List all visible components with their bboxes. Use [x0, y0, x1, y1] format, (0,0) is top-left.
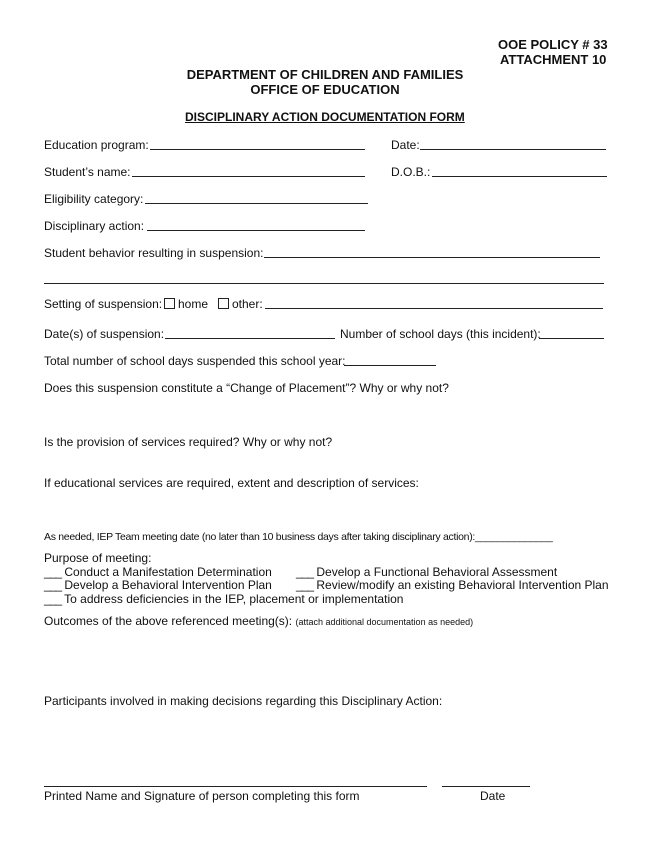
- signature-line[interactable]: [44, 786, 427, 787]
- purpose-blank[interactable]: ___: [44, 592, 62, 606]
- purpose-option-label: To address deficiencies in the IEP, placement or implementation: [64, 592, 404, 606]
- number-of-days-label: Number of school days (this incident):: [340, 327, 541, 341]
- outcomes-label: [44, 614, 473, 628]
- services-description-question: If educational services are required, extent and description of services:: [44, 476, 419, 490]
- date-label: Date:: [391, 138, 420, 152]
- outcomes-note: (attach additional documentation as needed): [295, 617, 474, 627]
- dob-field[interactable]: [432, 176, 607, 177]
- setting-label: Setting of suspension:: [44, 297, 163, 311]
- signature-date-line[interactable]: [442, 786, 530, 787]
- behavior-field-line2[interactable]: [44, 283, 604, 284]
- purpose-option-deficiencies: [44, 592, 403, 606]
- purpose-blank[interactable]: ___: [296, 565, 314, 579]
- purpose-blank[interactable]: ___: [296, 578, 314, 592]
- total-days-label: Total number of school days suspended this school year:: [44, 354, 346, 368]
- signature-date-label: Date: [480, 789, 506, 803]
- attachment-number: ATTACHMENT 10: [500, 52, 607, 67]
- education-program-label: Education program:: [44, 138, 149, 152]
- disciplinary-action-label: Disciplinary action:: [44, 219, 145, 233]
- disciplinary-action-field[interactable]: [147, 230, 365, 231]
- other-option-label: other:: [232, 297, 263, 311]
- dates-of-suspension-label: Date(s) of suspension:: [44, 327, 165, 341]
- dates-of-suspension-field[interactable]: [165, 338, 335, 339]
- behavior-label: Student behavior resulting in suspension:: [44, 246, 264, 260]
- participants-label: Participants involved in making decisions regarding this Disciplinary Action:: [44, 694, 443, 708]
- outcomes-label-text: Outcomes of the above referenced meeting(s):: [44, 614, 293, 628]
- eligibility-category-label: Eligibility category:: [44, 192, 144, 206]
- students-name-label: Student’s name:: [44, 165, 131, 179]
- purpose-heading: Purpose of meeting:: [44, 551, 152, 565]
- iep-meeting-text: As needed, IEP Team meeting date (no later than 10 business days after taking disciplinary action):: [44, 531, 476, 543]
- purpose-option-label: Review/modify an existing Behavioral Intervention Plan: [316, 578, 609, 592]
- home-checkbox[interactable]: [164, 298, 175, 309]
- number-of-days-field[interactable]: [539, 338, 604, 339]
- policy-number: OOE POLICY # 33: [498, 37, 608, 52]
- purpose-blank[interactable]: ___: [44, 565, 62, 579]
- purpose-option-bip: [44, 578, 272, 592]
- total-days-field[interactable]: [344, 365, 436, 366]
- office-name: OFFICE OF EDUCATION: [250, 82, 400, 97]
- home-option-label: home: [178, 297, 209, 311]
- students-name-field[interactable]: [132, 176, 365, 177]
- behavior-field[interactable]: [264, 257, 600, 258]
- iep-meeting-label: [44, 531, 553, 543]
- purpose-option-label: Conduct a Manifestation Determination: [64, 565, 272, 579]
- other-checkbox[interactable]: [218, 298, 229, 309]
- dob-label: D.O.B.:: [391, 165, 431, 179]
- date-field[interactable]: [420, 149, 606, 150]
- purpose-option-manifestation: [44, 565, 272, 579]
- purpose-blank[interactable]: ___: [44, 578, 62, 592]
- purpose-option-fba: [296, 565, 557, 579]
- purpose-option-label: Develop a Functional Behavioral Assessment: [316, 565, 558, 579]
- change-of-placement-question: Does this suspension constitute a “Change of Placement”? Why or why not?: [44, 381, 449, 395]
- purpose-option-label: Develop a Behavioral Intervention Plan: [64, 578, 272, 592]
- department-name: DEPARTMENT OF CHILDREN AND FAMILIES: [186, 67, 464, 82]
- form-title: DISCIPLINARY ACTION DOCUMENTATION FORM: [185, 110, 465, 124]
- services-required-question: Is the provision of services required? Why or why not?: [44, 435, 333, 449]
- signature-name-label: Printed Name and Signature of person completing this form: [44, 789, 360, 803]
- education-program-field[interactable]: [150, 149, 365, 150]
- other-setting-field[interactable]: [265, 308, 603, 309]
- eligibility-category-field[interactable]: [145, 203, 368, 204]
- iep-meeting-date-field[interactable]: ______________: [475, 531, 553, 543]
- purpose-option-review-bip: [296, 578, 609, 592]
